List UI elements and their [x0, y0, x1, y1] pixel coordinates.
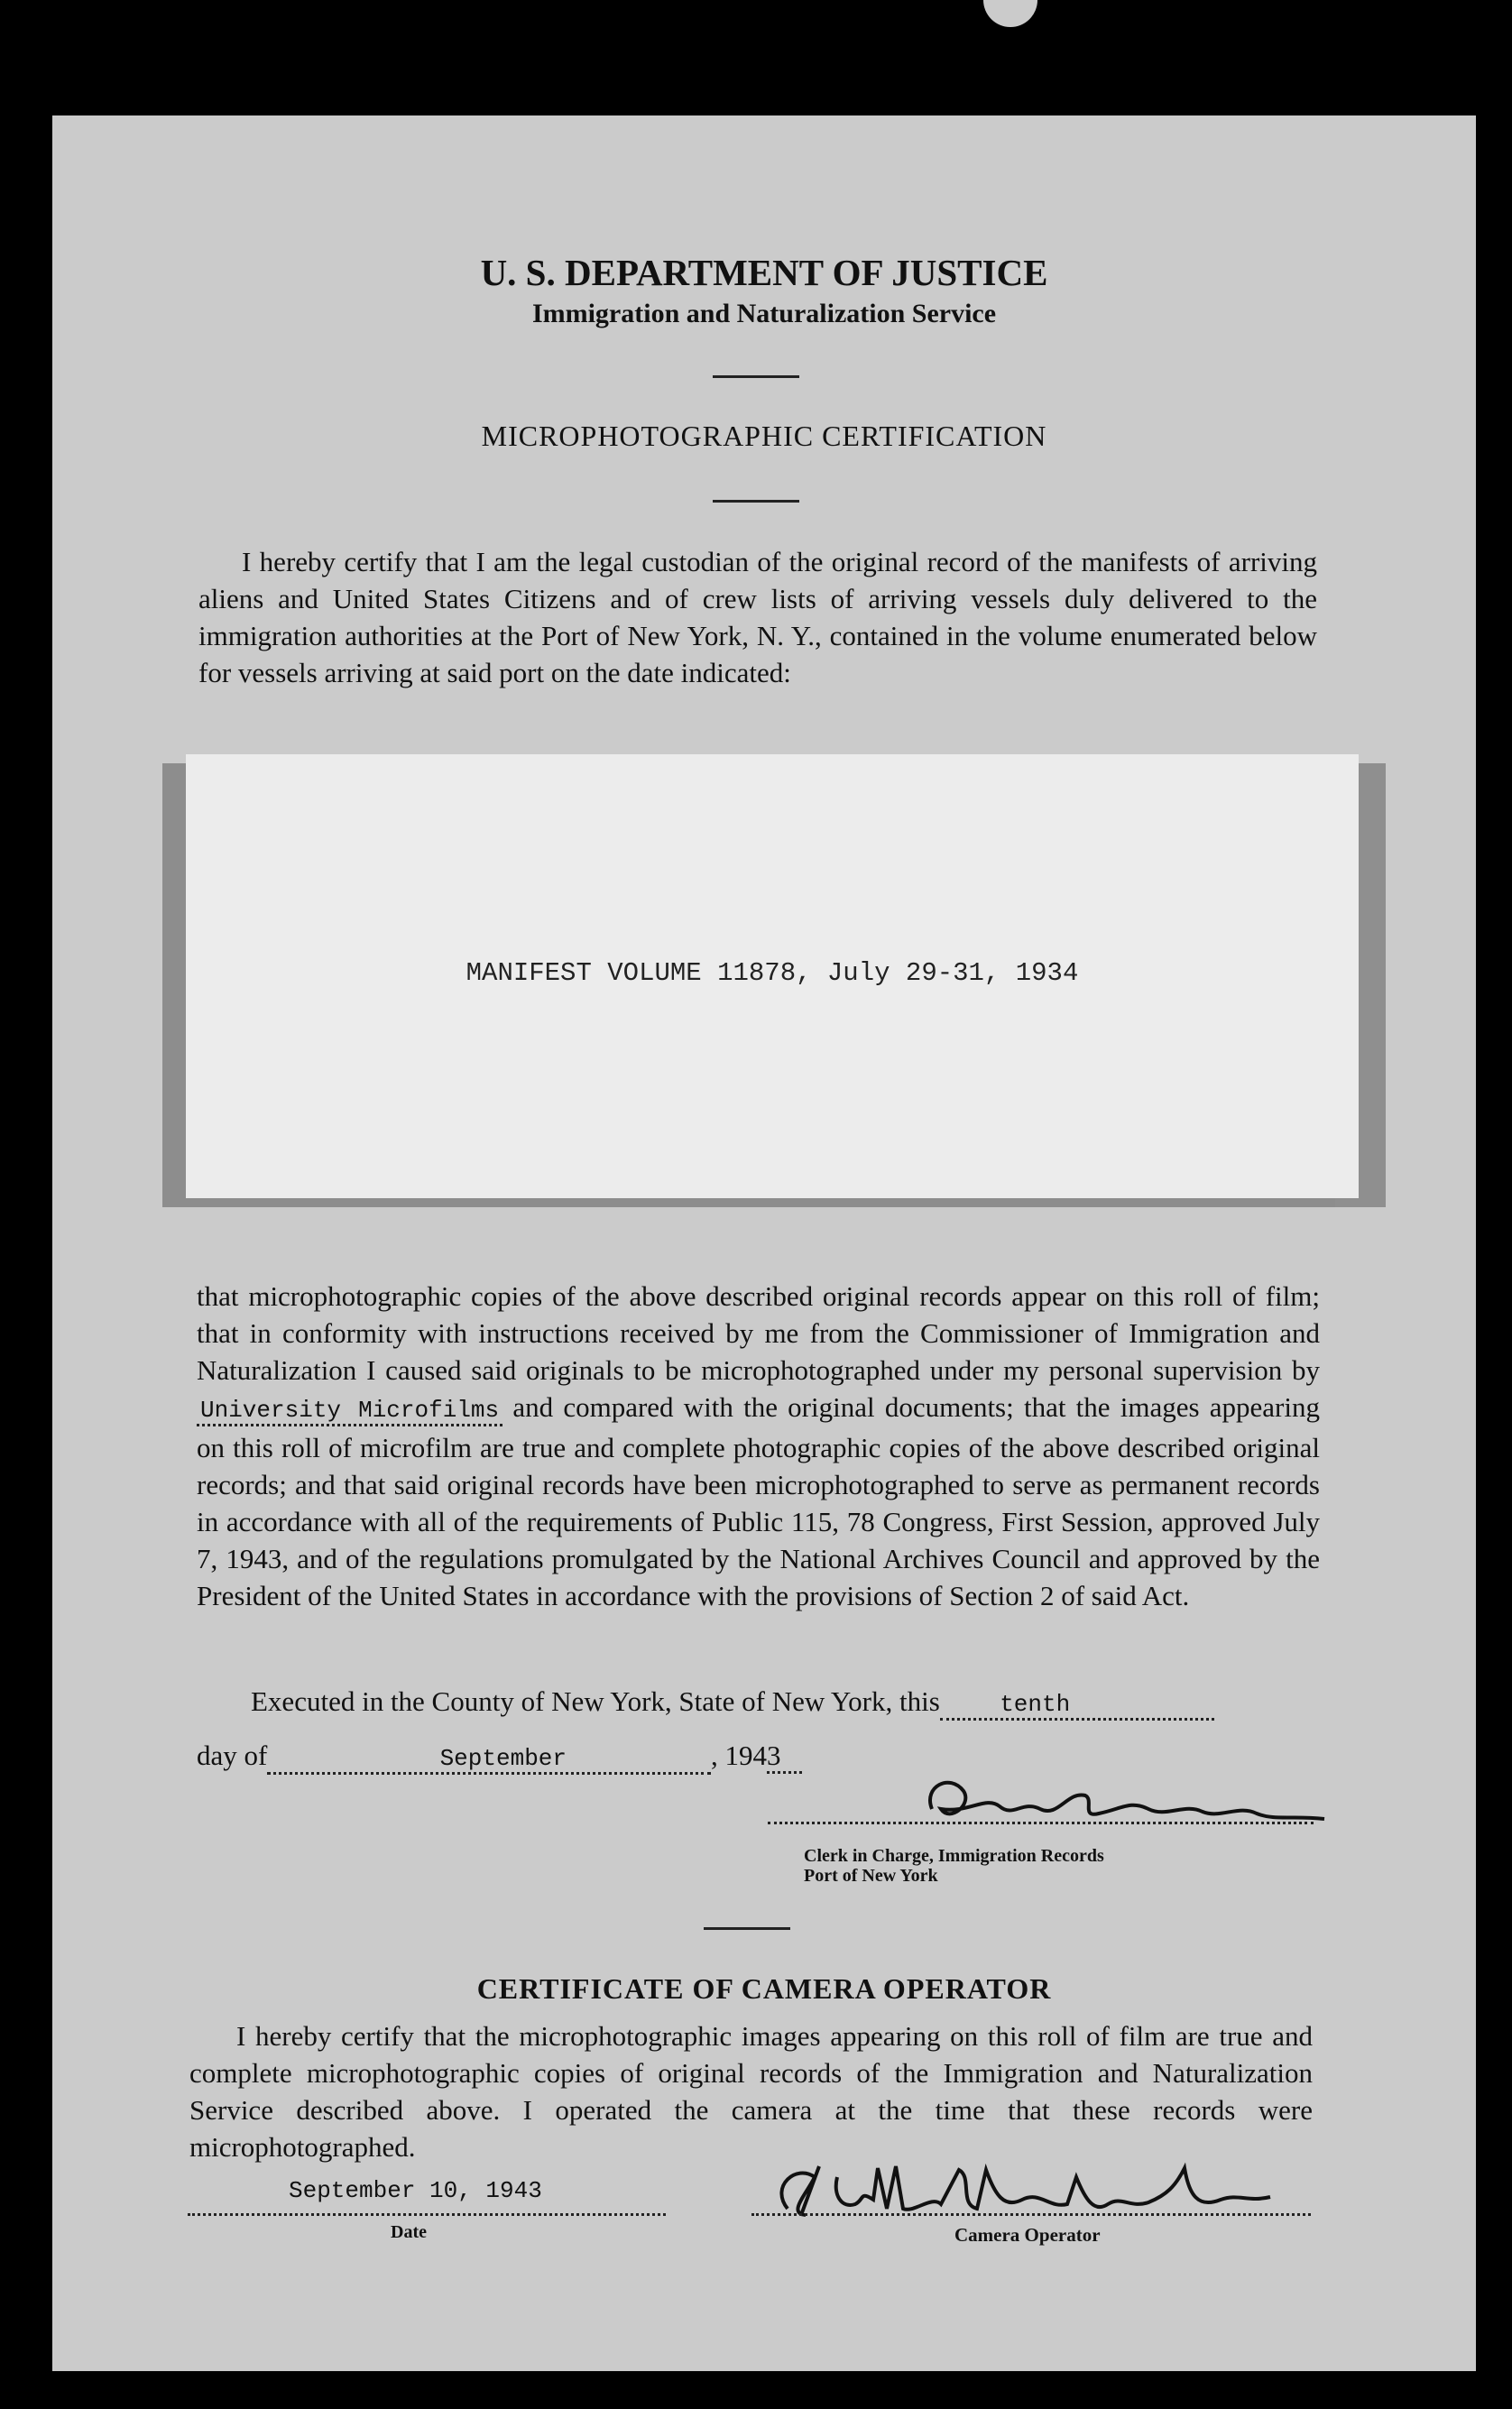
- execution-day: tenth: [1000, 1691, 1071, 1718]
- execution-line: [251, 1685, 1214, 1718]
- year-digit: [767, 1740, 802, 1774]
- intro-paragraph: I hereby certify that I am the legal custodian of the original record of the manifests of arriving aliens and United States Citizens and of crew lists of arriving vessels duly delivered to the immigration authorities at the Port of New York, N. Y., contained in the volume enumerated below for vessels arriving at said port on the date indicated:: [198, 546, 1317, 688]
- camera-operator-signature: [751, 2159, 1293, 2227]
- divider: [704, 1927, 790, 1930]
- camera-operator-heading: CERTIFICATE OF CAMERA OPERATOR: [476, 1972, 1052, 2005]
- service-subheading: Immigration and Naturalization Service: [531, 299, 997, 328]
- divider: [713, 500, 799, 503]
- year-digit-value: 3: [767, 1740, 781, 1771]
- clerk-title-line1: Clerk in Charge, Immigration Records: [804, 1846, 1104, 1866]
- month-value: September: [439, 1745, 567, 1772]
- certificate-page: [52, 115, 1476, 2371]
- body-part2: and compared with the original documents; that the images appearing on this roll of microfilm are true and complete photographic copies of the above described original records; and that said original records have been microphotographed to serve as permanent records in accordance with all of the requirements of Public 115, 78 Congress, First Session, approved July 7, 1943, and of the regulations promulgated by the National Archives Council and approved by the President of the United States in accordance with the provisions of Section 2 of said Act.: [197, 1391, 1320, 1611]
- year-prefix: , 194: [711, 1740, 768, 1771]
- body-paragraph: [197, 1278, 1320, 1614]
- department-heading: U. S. DEPARTMENT OF JUSTICE: [480, 252, 1048, 293]
- operator-signature-line: [751, 2213, 1311, 2216]
- operator-date-line: [188, 2213, 666, 2216]
- month-field: [267, 1745, 711, 1775]
- day-of-line: [197, 1740, 802, 1772]
- film-edge-notch: [983, 0, 1037, 27]
- certification-title: MICROPHOTOGRAPHIC CERTIFICATION: [481, 420, 1047, 452]
- execution-day-field: [940, 1691, 1214, 1721]
- divider: [713, 375, 799, 378]
- clerk-title: [804, 1846, 1104, 1886]
- clerk-signature-line: [768, 1822, 1314, 1824]
- camera-operator-statement: I hereby certify that the microphotographic images appearing on this roll of film are true and complete microphotographic copies of original records of the Immigration and Naturalization Service described above. I operated the camera at the time that these records were microphotographed.: [189, 2020, 1313, 2163]
- clerk-title-line2: Port of New York: [804, 1866, 938, 1886]
- volume-card-text: MANIFEST VOLUME 11878, July 29-31, 1934: [466, 958, 1079, 988]
- microfilmer-field: University Microfilms: [197, 1397, 502, 1426]
- execution-prefix: Executed in the County of New York, State of New York, this: [251, 1685, 940, 1717]
- body-part1: that microphotographic copies of the above described original records appear on this roll of film; that in conformity with instructions received by me from the Commissioner of Immigration and Naturalization I caused said originals to be microphotographed under my personal supervision by: [197, 1280, 1320, 1386]
- volume-card: [186, 754, 1359, 1198]
- operator-date-value: September 10, 1943: [289, 2177, 542, 2204]
- day-of-label: day of: [197, 1740, 268, 1771]
- operator-date-label: Date: [391, 2222, 427, 2242]
- camera-operator-label: Camera Operator: [954, 2224, 1101, 2246]
